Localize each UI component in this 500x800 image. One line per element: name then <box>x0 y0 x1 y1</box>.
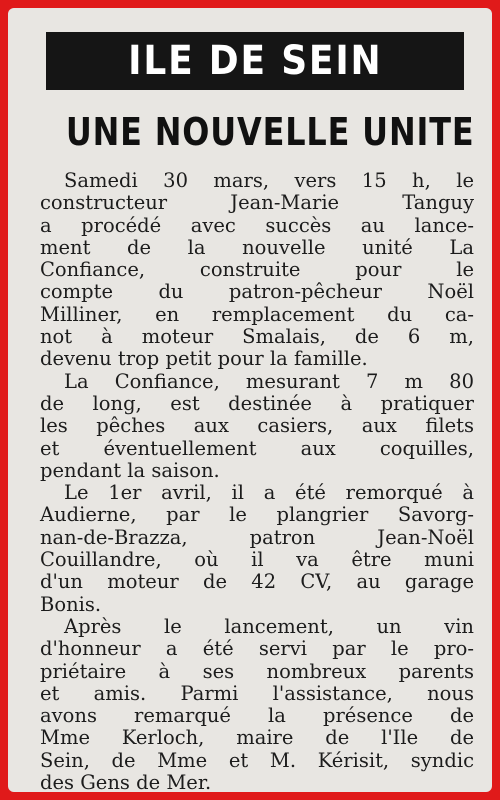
article-line: constructeur Jean-Marie Tanguy <box>40 191 474 215</box>
article-line: Mme Kerloch, maire de l'Ile de <box>40 726 474 750</box>
article-line: d'un moteur de 42 CV, au garage <box>40 570 474 594</box>
article-line: Confiance, construite pour le <box>40 258 474 282</box>
article-line: La Confiance, mesurant 7 m 80 <box>64 369 474 393</box>
article-line: Couillandre, où il va être muni <box>40 548 474 572</box>
article-line: ment de la nouvelle unité La <box>40 235 474 259</box>
article-line: a procédé avec succès au lance- <box>40 213 474 237</box>
article-line: Samedi 30 mars, vers 15 h, le <box>64 169 474 192</box>
article-line: not à moteur Smalais, de 6 m, <box>40 325 474 349</box>
section-banner <box>46 32 464 90</box>
article-line: Audierne, par le plangrier Savorg- <box>40 503 474 527</box>
article-line: nan-de-Brazza, patron Jean-Noël <box>40 525 474 549</box>
article-line: Bonis. <box>40 592 102 616</box>
article-line: compte du patron-pêcheur Noël <box>40 280 474 304</box>
article-line: Milliner, en remplacement du ca- <box>40 302 474 326</box>
article-line: priétaire à ses nombreux parents <box>40 659 474 683</box>
article-line: d'honneur a été servi par le pro- <box>40 637 474 661</box>
article-headline: UNE NOUVELLE UNITE <box>65 110 475 154</box>
article-line: Le 1er avril, il a été remorqué à <box>64 481 474 505</box>
section-title: ILE DE SEIN <box>127 38 383 84</box>
article-body <box>40 170 474 794</box>
article-line: les pêches aux casiers, aux filets <box>40 414 474 438</box>
article-line: Sein, de Mme et M. Kérisit, syndic <box>40 748 474 772</box>
clipping-frame <box>8 8 492 795</box>
article-line: pendant la saison. <box>40 458 220 482</box>
article-line: des Gens de Mer. <box>40 771 212 795</box>
article-line: Après le lancement, un vin <box>64 614 474 638</box>
article-line: devenu trop petit pour la famille. <box>40 347 368 371</box>
article-line: avons remarqué la présence de <box>40 704 474 728</box>
article-line: et éventuellement aux coquilles, <box>40 436 474 460</box>
article-line: et amis. Parmi l'assistance, nous <box>40 681 474 705</box>
article-line: de long, est destinée à pratiquer <box>40 391 474 415</box>
